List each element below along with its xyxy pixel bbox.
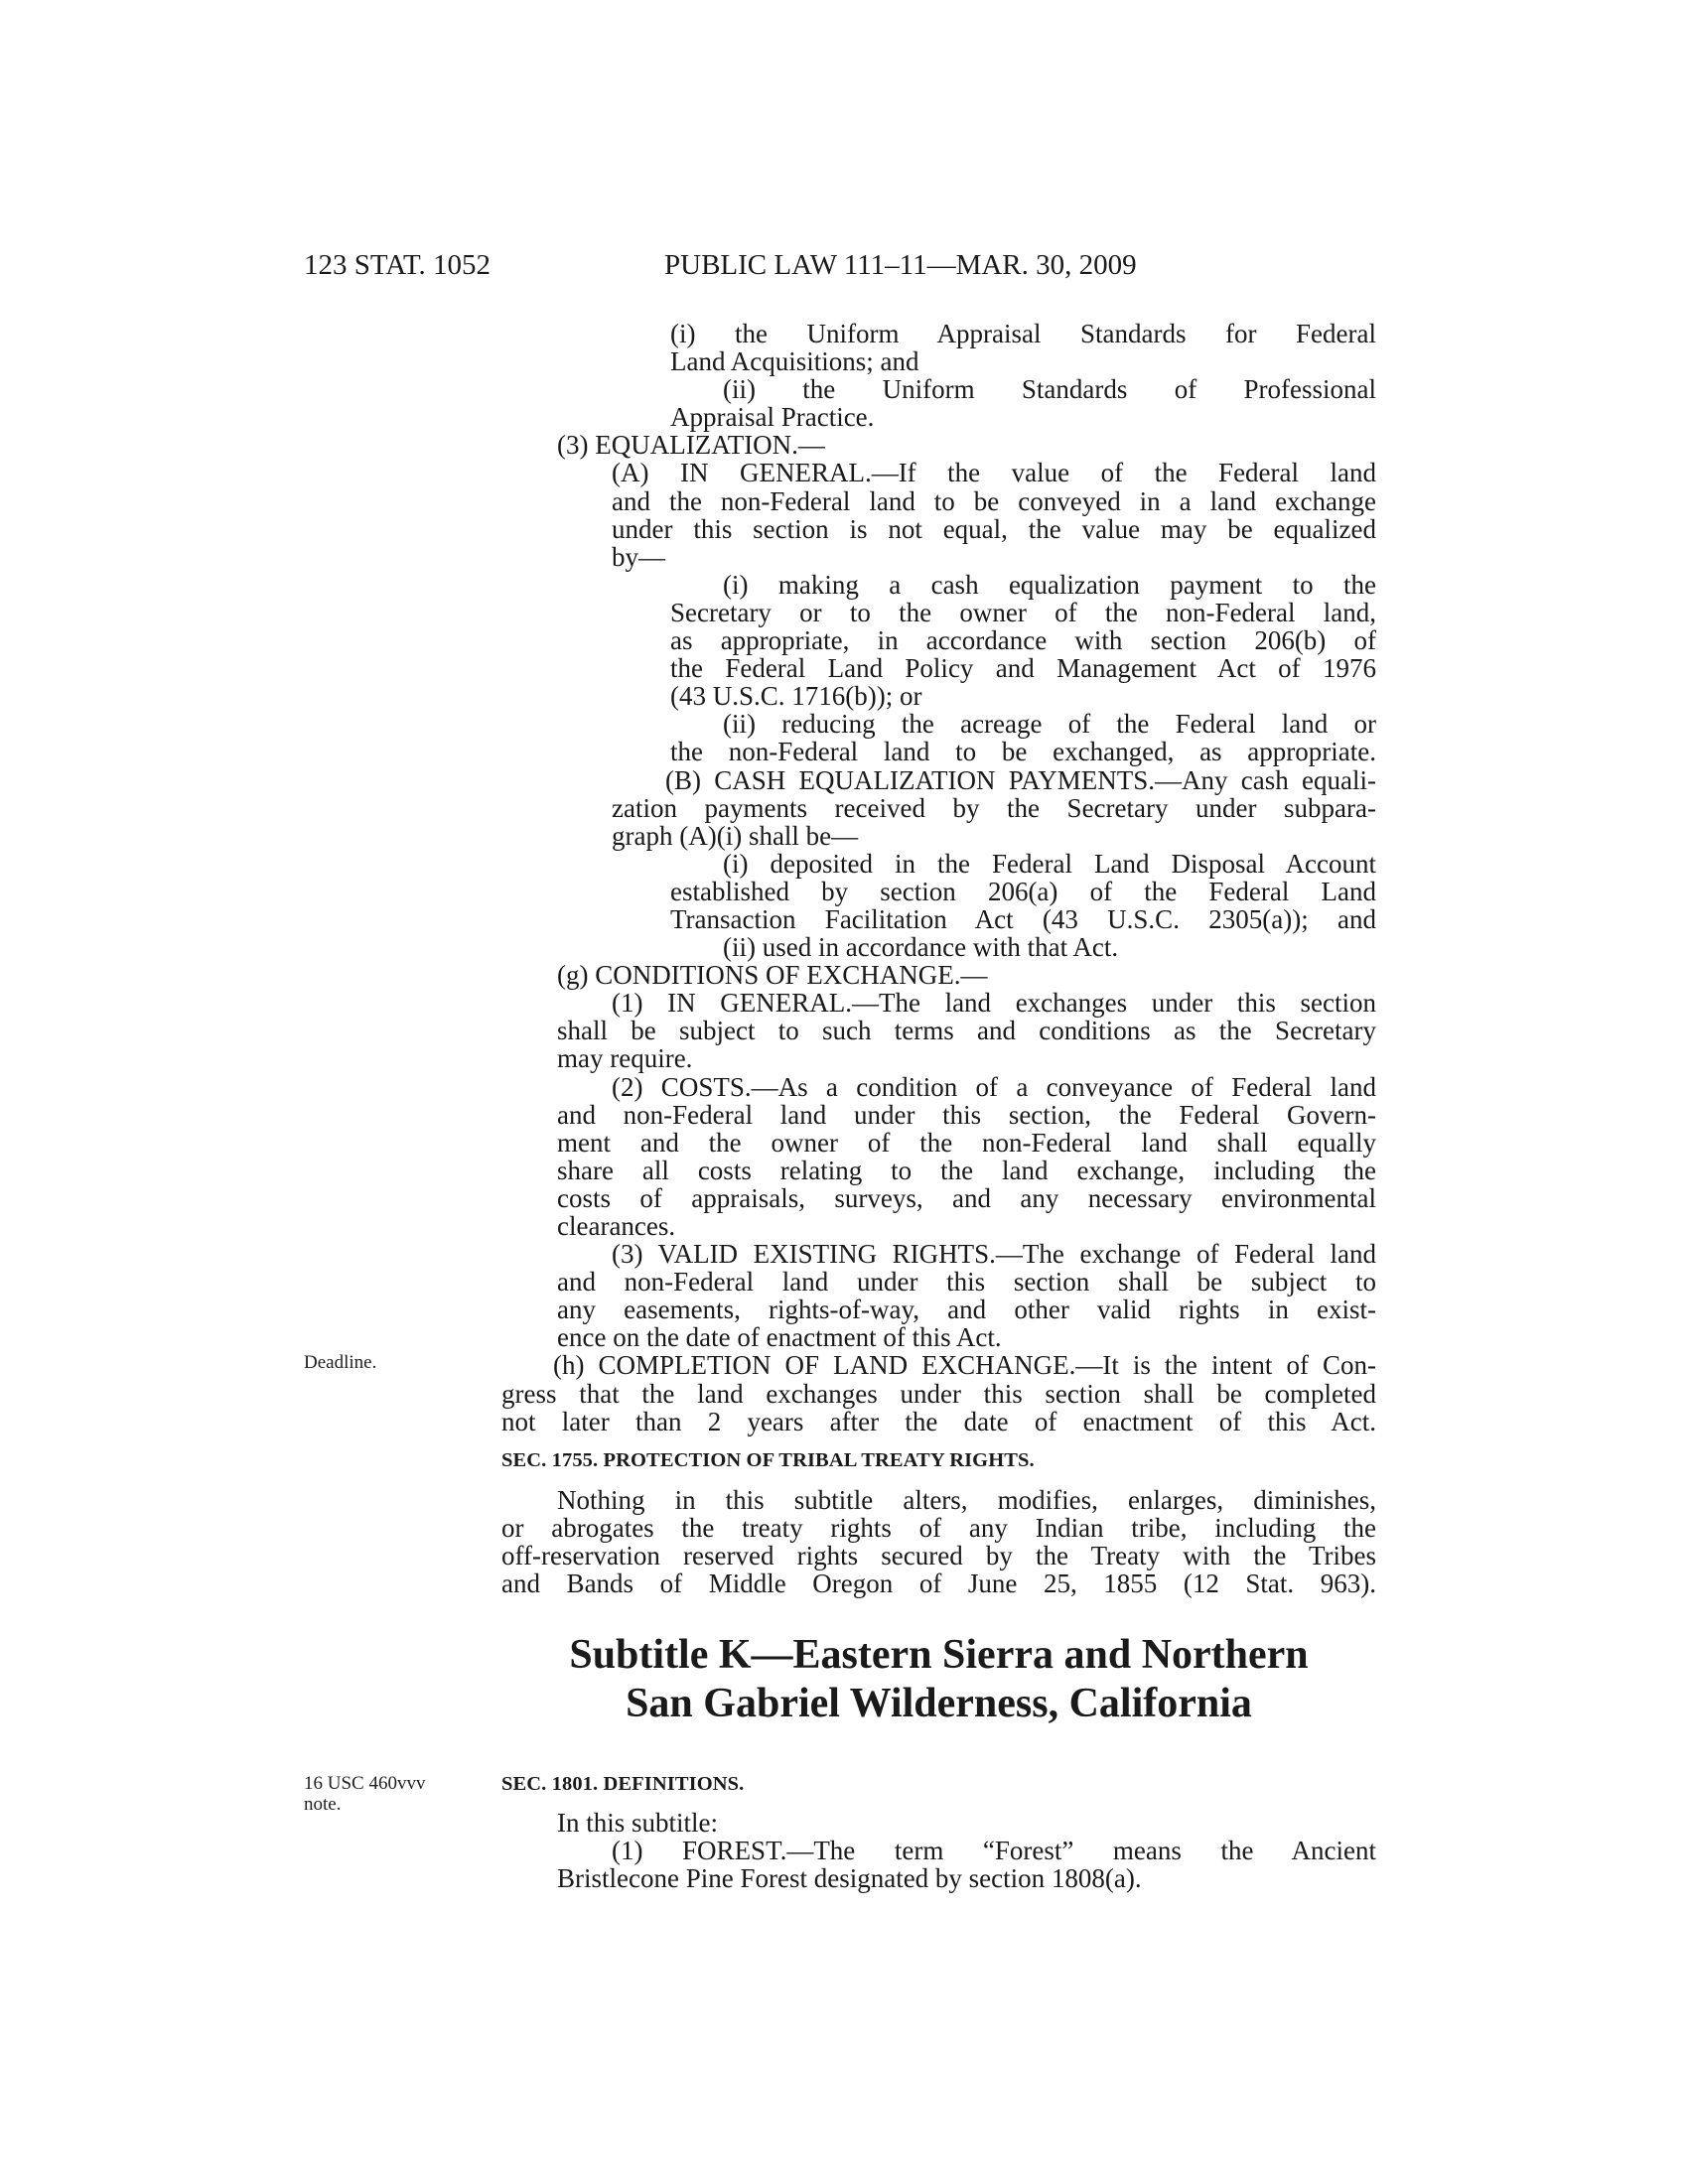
text-line: (ii) reducing the acreage of the Federal land or [723,709,1376,740]
text-line: any easements, rights-of-way, and other valid rights in exist- [557,1295,1376,1325]
text-line: by— [612,541,665,572]
subtitle-heading [501,1631,1376,1728]
text-line: (3) EQUALIZATION.— [557,430,825,461]
text-line: (h) COMPLETION OF LAND EXCHANGE.—It is the intent of Con- [553,1350,1376,1381]
text-line: (A) IN GENERAL.—If the value of the Federal land [612,458,1376,488]
subtitle-line-1: Subtitle K—Eastern Sierra and Northern [569,1632,1309,1678]
text-line: and the non-Federal land to be conveyed in a land exchange [612,485,1376,516]
text-line: ence on the date of enactment of this Act. [557,1322,1002,1353]
text-line: may require. [557,1043,693,1074]
text-line: Secretary or to the owner of the non-Federal land, [670,597,1376,627]
text-line: ment and the owner of the non-Federal land shall equally [557,1127,1376,1158]
margin-note-deadline: Deadline. [304,1352,377,1373]
text-line: Appraisal Practice. [670,402,875,433]
body-text-block [0,320,1688,1435]
text-line: (g) CONDITIONS OF EXCHANGE.— [557,960,988,991]
text-line: (i) the Uniform Appraisal Standards for Federal [670,319,1376,348]
text-line: zation payments received by the Secretary under subpara- [612,792,1376,823]
text-line: Land Acquisitions; and [670,346,919,377]
text-line: share all costs relating to the land exchange, including the [557,1155,1376,1185]
text-line: (B) CASH EQUALIZATION PAYMENTS.—Any cash equali- [665,764,1376,795]
text-line: as appropriate, in accordance with section 206(b) of [670,625,1376,656]
text-line: Bristlecone Pine Forest designated by section 1808(a). [557,1863,1142,1894]
text-line: (2) COSTS.—As a condition of a conveyance of Federal land [612,1071,1376,1102]
section-1755-body [0,1486,1688,1597]
text-line: and Bands of Middle Oregon of June 25, 1855 (12 Stat. 963). [501,1569,1376,1599]
stat-reference: 123 STAT. 1052 [304,249,492,281]
subtitle-line-2: San Gabriel Wilderness, California [626,1681,1252,1726]
margin-note-usc-line2: note. [304,1794,342,1815]
text-line: (3) VALID EXISTING RIGHTS.—The exchange of Federal land [612,1239,1376,1270]
text-line: (43 U.S.C. 1716(b)); or [670,681,922,712]
section-1755-heading: SEC. 1755. PROTECTION OF TRIBAL TREATY RIGHTS. [501,1449,1035,1471]
text-line: In this subtitle: [557,1808,718,1838]
text-line: shall be subject to such terms and conditions as the Secretary [557,1016,1376,1046]
text-line: or abrogates the treaty rights of any Indian tribe, including the [501,1513,1376,1544]
text-line: graph (A)(i) shall be— [612,820,859,851]
text-line: established by section 206(a) of the Federal Land [670,876,1376,906]
text-line: (ii) the Uniform Standards of Professional [723,374,1376,405]
text-line: costs of appraisals, surveys, and any necessary environmental [557,1182,1376,1213]
text-line: (i) making a cash equalization payment to the [723,569,1376,600]
text-line: (ii) used in accordance with that Act. [723,932,1119,963]
text-line: and non-Federal land under this section, the Federal Govern- [557,1099,1376,1130]
text-line: clearances. [557,1211,676,1241]
page-title: PUBLIC LAW 111–11—MAR. 30, 2009 [664,249,1137,281]
text-line: gress that the land exchanges under this section shall be completed [501,1378,1376,1409]
margin-note-usc-line1: 16 USC 460vvv [304,1773,426,1794]
text-line: under this section is not equal, the value may be equalized [612,513,1376,544]
text-line: (1) IN GENERAL.—The land exchanges under this section [612,988,1376,1019]
text-line: the Federal Land Policy and Management Act of 1976 [670,653,1376,684]
text-line: the non-Federal land to be exchanged, as appropriate. [670,737,1376,767]
section-1801-heading: SEC. 1801. DEFINITIONS. [501,1773,745,1795]
text-line: not later than 2 years after the date of enactment of this Act. [501,1406,1376,1436]
text-line: off-reservation reserved rights secured by the Treaty with the Tribes [501,1541,1376,1571]
section-1801-body [0,1809,1688,1892]
text-line: Transaction Facilitation Act (43 U.S.C. 2305(a)); and [670,903,1376,934]
text-line: (1) FOREST.—The term “Forest” means the Ancient [612,1836,1376,1866]
text-line: (i) deposited in the Federal Land Disposal Account [723,848,1376,879]
text-line: Nothing in this subtitle alters, modifies, enlarges, diminishes, [557,1485,1376,1515]
text-line: and non-Federal land under this section shall be subject to [557,1267,1376,1297]
